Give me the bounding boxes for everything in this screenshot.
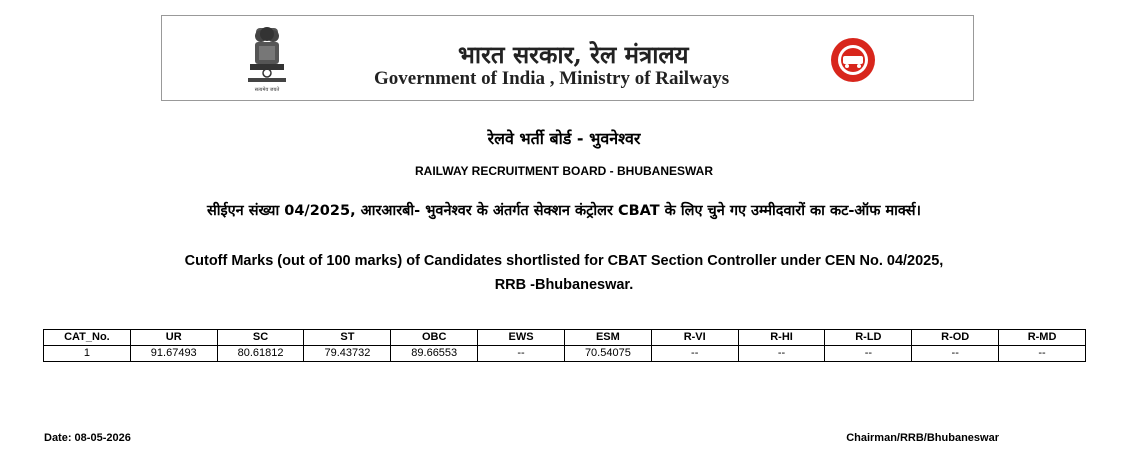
notice-english-line-1: Cutoff Marks (out of 100 marks) of Candidates shortlisted for CBAT Section Controller under CEN No. 04/2025, (184, 253, 944, 269)
column-header: R-LD (825, 330, 912, 346)
banner-hindi-title: भारत सरकार, रेल मंत्रालय (458, 40, 689, 69)
government-banner (161, 15, 974, 101)
column-header: OBC (391, 330, 478, 346)
column-header: R-MD (999, 330, 1086, 346)
board-name-english: RAILWAY RECRUITMENT BOARD - BHUBANESWAR (414, 164, 713, 178)
table-cell: 80.61812 (217, 346, 304, 362)
table-header-row (44, 330, 1086, 346)
signatory: Chairman/RRB/Bhubaneswar (846, 432, 999, 444)
table-cell: -- (912, 346, 999, 362)
table-cell: 79.43732 (304, 346, 391, 362)
column-header: CAT_No. (44, 330, 131, 346)
table-cell: 89.66553 (391, 346, 478, 362)
notice-title-hindi: सीईएन संख्या 04/2025, आरआरबी- भुवनेश्वर के अंतर्गत सेक्शन कंट्रोलर CBAT के लिए चुने गए उम्मीदवारों का कट-ऑफ मार्क्स। (206, 203, 922, 219)
notice-date: Date: 08-05-2026 (44, 432, 131, 444)
indian-railways-logo-icon (830, 37, 876, 83)
table-cell: -- (999, 346, 1086, 362)
table-row (44, 346, 1086, 362)
table-cell: 70.54075 (564, 346, 651, 362)
emblem-motto: सत्यमेव जयते (254, 87, 280, 93)
table-cell: -- (478, 346, 565, 362)
column-header: ST (304, 330, 391, 346)
table-cell: -- (825, 346, 912, 362)
column-header: R-OD (912, 330, 999, 346)
state-emblem-icon (242, 24, 292, 94)
notice-title-english (0, 249, 1128, 297)
column-header: SC (217, 330, 304, 346)
column-header: UR (130, 330, 217, 346)
table-cell: 91.67493 (130, 346, 217, 362)
notice-english-line-2: RRB -Bhubaneswar. (494, 277, 634, 293)
column-header: EWS (478, 330, 565, 346)
table-cell: 1 (44, 346, 131, 362)
column-header: R-HI (738, 330, 825, 346)
cutoff-marks-table (43, 329, 1086, 362)
table-cell: -- (738, 346, 825, 362)
board-name-hindi: रेलवे भर्ती बोर्ड - भुवनेश्वर (487, 129, 641, 148)
column-header: R-VI (651, 330, 738, 346)
table-cell: -- (651, 346, 738, 362)
column-header: ESM (564, 330, 651, 346)
banner-english-title: Government of India , Ministry of Railways (374, 68, 730, 89)
